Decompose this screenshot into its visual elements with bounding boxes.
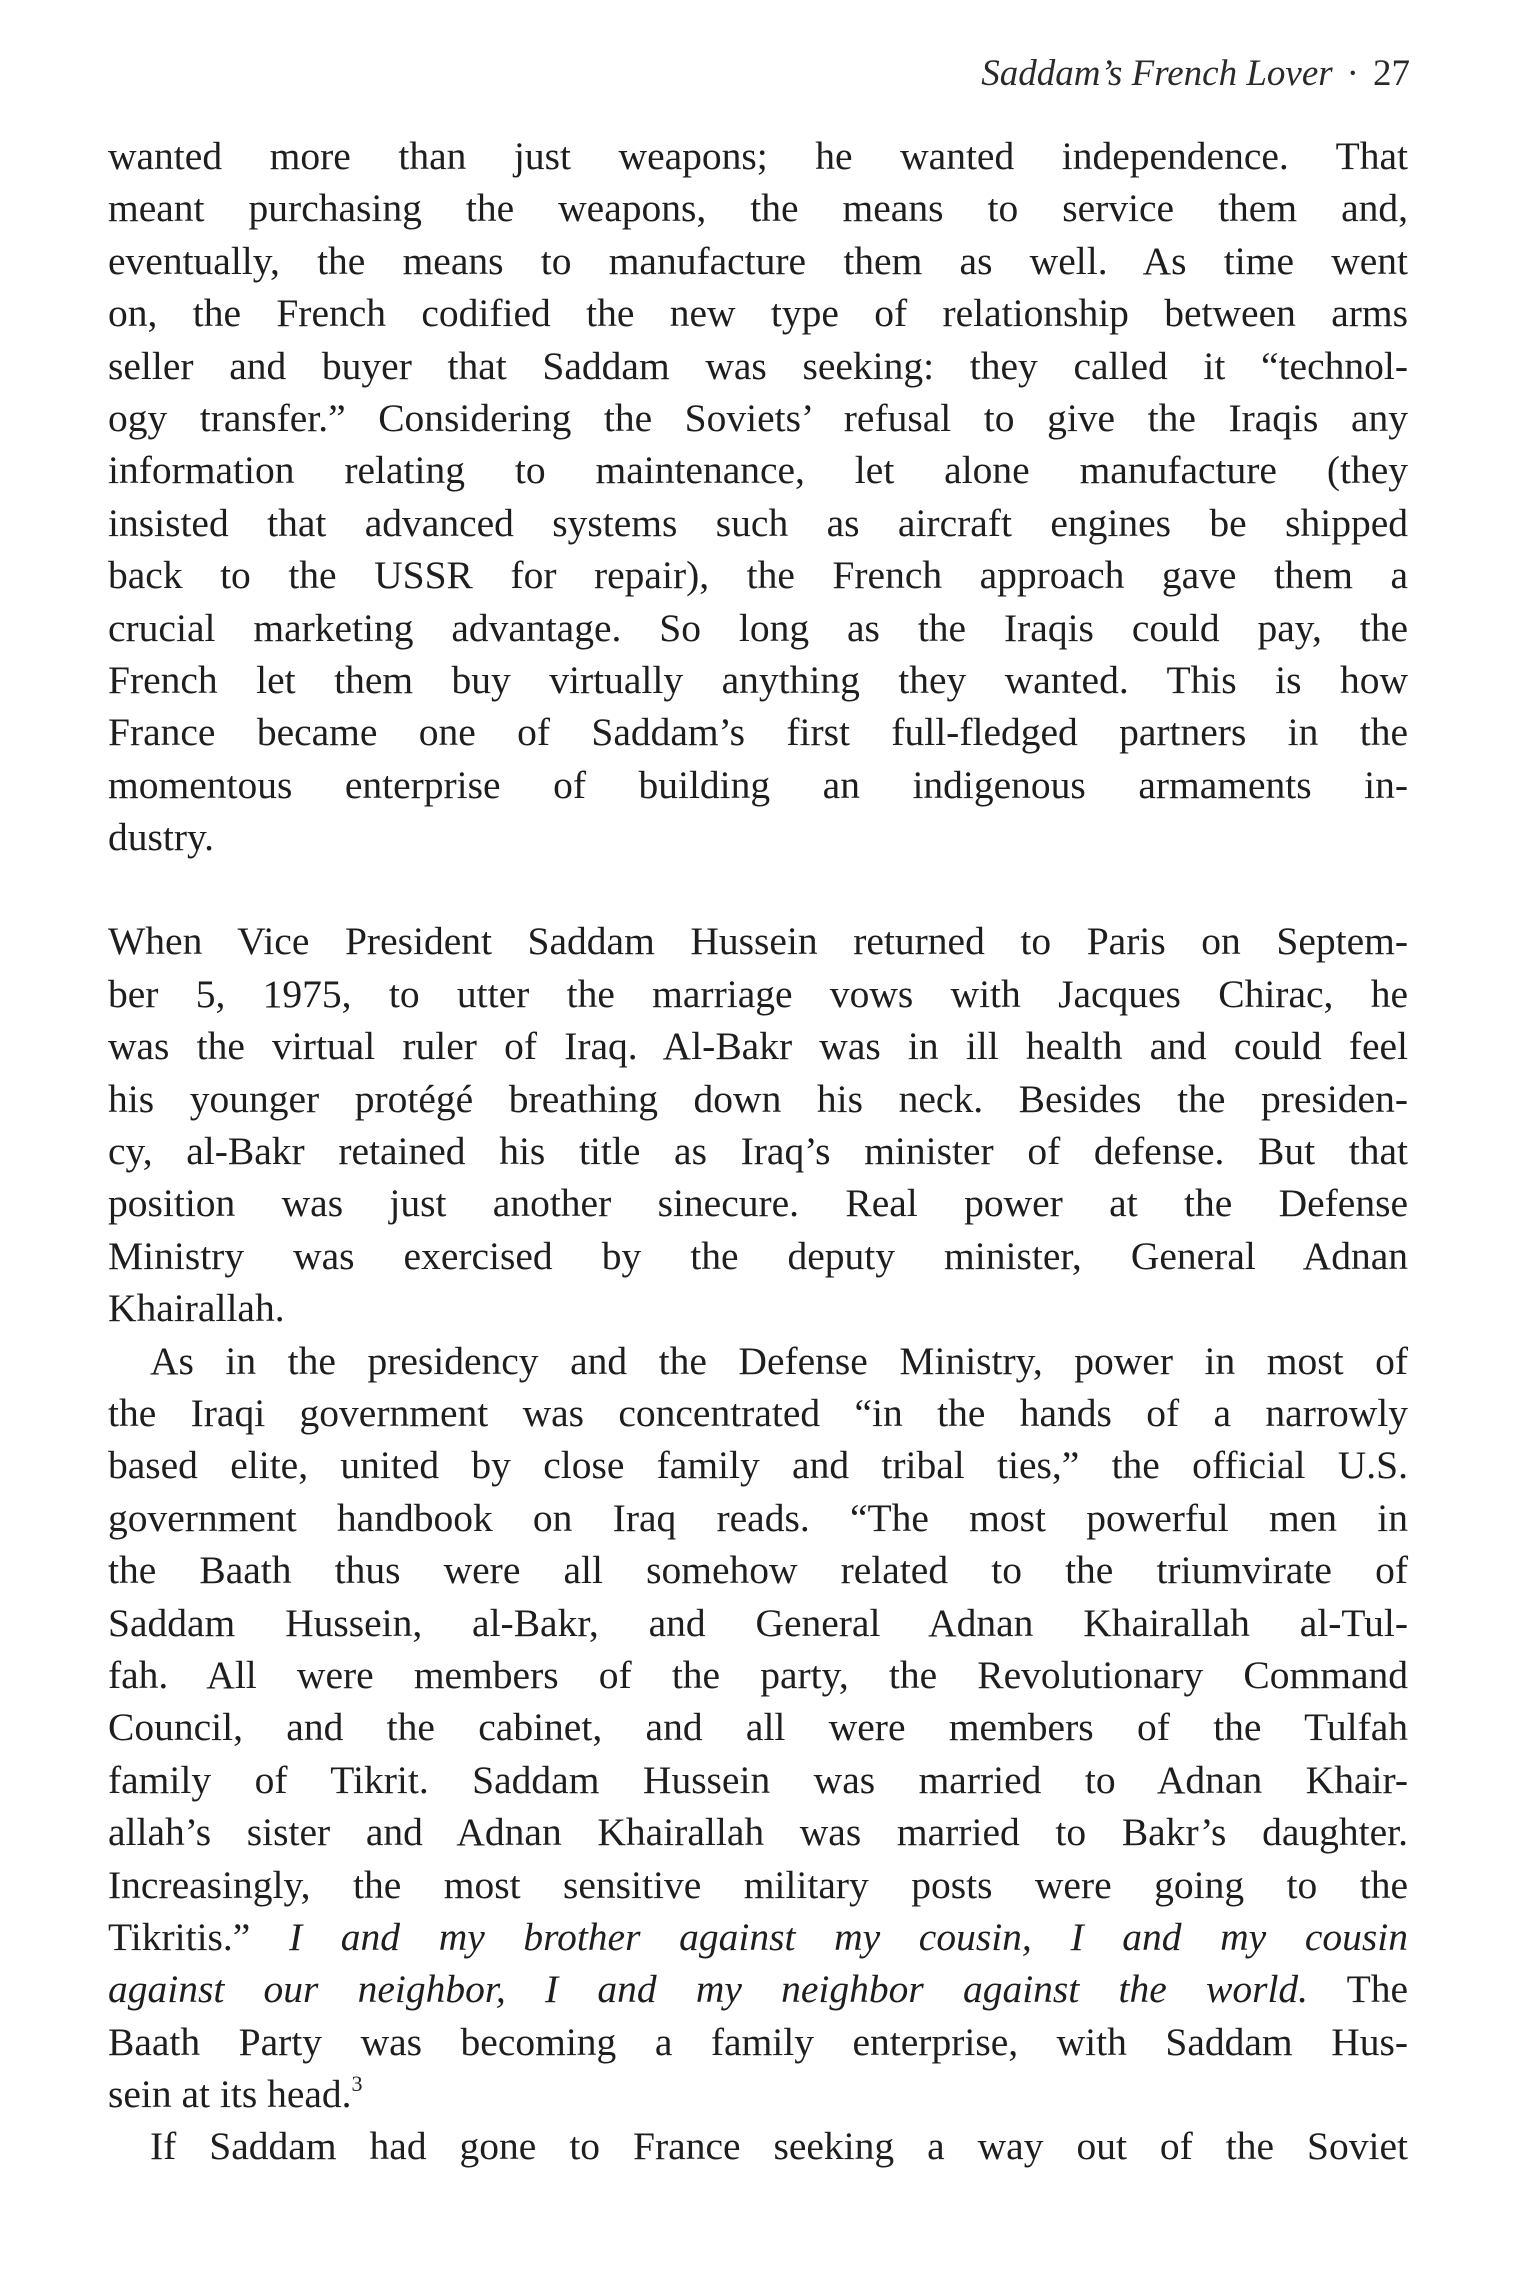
text-line: based elite, united by close family and tribal ties,” the official U.S. xyxy=(108,1443,1408,1488)
paragraph-1 xyxy=(108,130,1408,863)
text-line: seller and buyer that Saddam was seeking: they called it “technol- xyxy=(108,343,1408,388)
paragraph-3 xyxy=(108,1335,1408,2121)
text-line: crucial marketing advantage. So long as the Iraqis could pay, the xyxy=(108,605,1408,650)
text-line: ogy transfer.” Considering the Soviets’ refusal to give the Iraqis any xyxy=(108,395,1408,440)
running-head xyxy=(981,52,1410,95)
text-line: allah’s sister and Adnan Khairallah was married to Bakr’s daughter. xyxy=(108,1810,1408,1855)
text-line: France became one of Saddam’s first full-fledged partners in the xyxy=(108,710,1408,755)
text-line: back to the USSR for repair), the French approach gave them a xyxy=(108,553,1408,598)
text-line: position was just another sinecure. Real power at the Defense xyxy=(108,1181,1408,1226)
text-line: meant purchasing the weapons, the means to service them and, xyxy=(108,186,1408,231)
text-line: family of Tikrit. Saddam Hussein was married to Adnan Khair- xyxy=(108,1757,1408,1802)
running-head-title: Saddam’s French Lover xyxy=(981,53,1333,94)
text-line: When Vice President Saddam Hussein returned to Paris on Septem- xyxy=(108,919,1408,964)
text-line: Increasingly, the most sensitive military posts were going to the xyxy=(108,1862,1408,1907)
text-line: cy, al-Bakr retained his title as Iraq’s minister of defense. But that xyxy=(108,1129,1408,1174)
paragraph-2 xyxy=(108,915,1408,1334)
text-line: fah. All were members of the party, the Revolutionary Command xyxy=(108,1652,1408,1697)
text-line: government handbook on Iraq reads. “The most powerful men in xyxy=(108,1495,1408,1540)
text-line: As in the presidency and the Defense Ministry, power in most of xyxy=(150,1338,1408,1383)
text-line xyxy=(108,2068,1408,2120)
text-line xyxy=(108,1911,1408,1963)
italic-quote: against our neighbor, I and my neighbor against the world. xyxy=(108,1967,1309,2012)
text-line: Council, and the cabinet, and all were members of the Tulfah xyxy=(108,1705,1408,1750)
text-line: his younger protégé breathing down his neck. Besides the presiden- xyxy=(108,1076,1408,1121)
text-line: momentous enterprise of building an indigenous armaments in- xyxy=(108,762,1408,807)
text-line: was the virtual ruler of Iraq. Al-Bakr was in ill health and could feel xyxy=(108,1024,1408,1069)
text-line: Baath Party was becoming a family enterprise, with Saddam Hus- xyxy=(108,2019,1408,2064)
text-line xyxy=(108,1963,1408,2015)
text-line: wanted more than just weapons; he wanted independence. That xyxy=(108,134,1408,178)
text-run: The xyxy=(1346,1967,1408,2012)
body-text xyxy=(108,130,1408,2173)
italic-quote: I and my brother against my cousin, I and my cousin xyxy=(288,1914,1408,1959)
paragraph-4 xyxy=(108,2120,1408,2172)
text-run: Tikritis.” xyxy=(108,1914,251,1959)
section-break xyxy=(108,863,1408,915)
text-line: If Saddam had gone to France seeking a way out of the Soviet xyxy=(150,2124,1408,2169)
text-line: on, the French codified the new type of relationship between arms xyxy=(108,291,1408,336)
text-line: insisted that advanced systems such as aircraft engines be shipped xyxy=(108,500,1408,545)
text-line: the Baath thus were all somehow related to the triumvirate of xyxy=(108,1548,1408,1593)
text-line: ber 5, 1975, to utter the marriage vows with Jacques Chirac, he xyxy=(108,971,1408,1016)
text-line: Khairallah. xyxy=(108,1286,285,1331)
text-line: information relating to maintenance, let alone manufacture (they xyxy=(108,448,1408,493)
footnote-ref: 3 xyxy=(351,2071,363,2097)
text-run: sein at its head. xyxy=(108,2072,352,2117)
text-line: the Iraqi government was concentrated “in the hands of a narrowly xyxy=(108,1390,1408,1435)
running-head-separator: · xyxy=(1346,53,1359,94)
text-line: French let them buy virtually anything they wanted. This is how xyxy=(108,657,1408,702)
text-line: eventually, the means to manufacture them as well. As time went xyxy=(108,238,1408,283)
text-line: dustry. xyxy=(108,815,215,860)
page-number: 27 xyxy=(1373,53,1410,94)
text-line: Saddam Hussein, al-Bakr, and General Adnan Khairallah al-Tul- xyxy=(108,1600,1408,1645)
text-line: Ministry was exercised by the deputy minister, General Adnan xyxy=(108,1233,1408,1278)
